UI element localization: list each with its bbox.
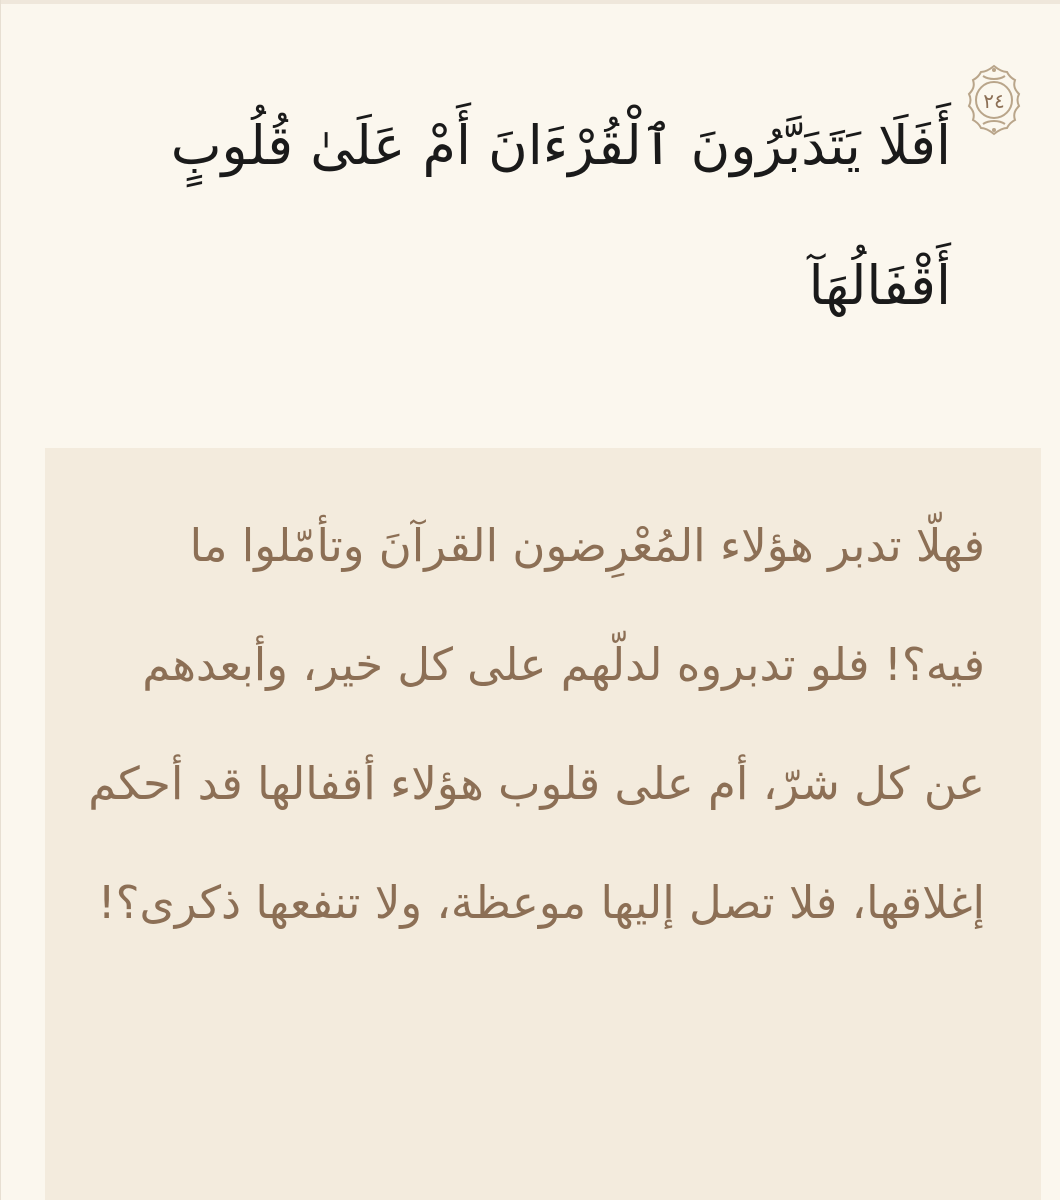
ayah-text: أَفَلَا يَتَدَبَّرُونَ ٱلْقُرْءَانَ أَمْ عَلَىٰ قُلُوبٍ أَقْفَالُهَآ [170, 114, 951, 317]
ayah-number: ٢٤ [983, 89, 1005, 113]
tafsir-text: فهلّا تدبر هؤلاء المُعْرِضون القرآنَ وتأمّلوا ما فيه؟! فلو تدبروه لدلّهم على كل خير، وأبعدهم عن كل شرّ، أم على قلوب هؤلاء أقفالها قد أحكم إغلاقها، فلا تصل إليها موعظة، ولا تنفعها ذكرى؟! [88, 519, 985, 929]
tafsir-section [45, 448, 1041, 1200]
ayah-section [1, 4, 1060, 444]
ayah-number-ornament-icon [959, 62, 1029, 138]
